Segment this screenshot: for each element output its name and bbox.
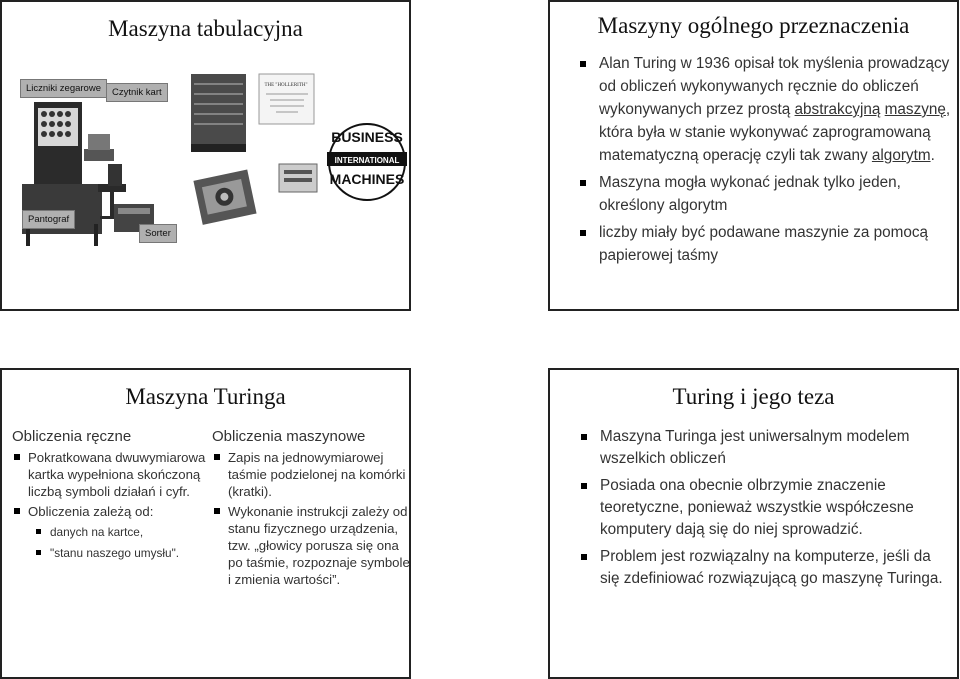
list-item: Obliczenia zależą od: danych na kartce, "stanu naszego umysłu".: [12, 503, 207, 561]
bullet-paper-tape: liczby miały być podawane maszynie za pomocą papierowej taśmy: [577, 221, 952, 267]
bullet-icon: [581, 554, 587, 560]
sub-list-item: danych na kartce,: [28, 524, 207, 540]
bullet-icon: [214, 454, 220, 460]
bullet-single-algorithm: Maszyna mogła wykonać jednak tylko jeden, określony algorytm: [577, 171, 952, 217]
document-heading: THE "HOLLERITH": [264, 83, 308, 88]
svg-text:BUSINESS: BUSINESS: [331, 129, 403, 145]
list-item: Posiada ona obecnie olbrzymie znaczenie teoretyczne, ponieważ wszystkie współczesne komputery dają się do niej sprowadzić.: [578, 475, 953, 541]
bullet-icon: [36, 550, 41, 555]
slide-title: Turing i jego teza: [672, 384, 835, 409]
ibm-logo: [327, 124, 407, 200]
slide-title: Maszyna Turinga: [125, 384, 286, 409]
bullet-icon: [214, 508, 220, 514]
list-item: Zapis na jednowymiarowej taśmie podzielonej na komórki (kratki).: [212, 449, 410, 500]
slide-body: [578, 426, 953, 595]
callout-card-reader: Czytnik kart: [106, 83, 168, 102]
slide-turing-thesis: [548, 368, 959, 679]
column-heading: Obliczenia ręczne: [12, 428, 132, 445]
column-heading: Obliczenia maszynowe: [212, 428, 366, 445]
bullet-icon: [581, 483, 587, 489]
sub-list-item: "stanu naszego umysłu".: [28, 545, 207, 561]
bullet-icon: [36, 529, 41, 534]
slide-tabulating-machine: [0, 0, 411, 311]
manual-computation-column: [12, 428, 207, 566]
link-algorithm[interactable]: algorytm: [871, 147, 931, 164]
callout-sorter: Sorter: [139, 224, 177, 243]
callout-pantograph: Pantograf: [22, 210, 75, 229]
svg-text:MACHINES: MACHINES: [329, 171, 405, 187]
bullet-icon: [580, 230, 586, 236]
list-item: Pokratkowana dwuwymiarowa kartka wypełniona skończoną liczbą symboli działań i cyfr.: [12, 449, 207, 500]
machine-computation-column: [212, 428, 410, 591]
link-abstract[interactable]: abstrakcyjną: [794, 101, 881, 118]
slide-turing-machine: [0, 368, 411, 679]
slide-general-purpose-machines: [548, 0, 959, 311]
callout-clock-counters: Liczniki zegarowe: [20, 79, 107, 98]
bullet-icon: [580, 61, 586, 67]
svg-text:INTERNATIONAL: INTERNATIONAL: [334, 156, 400, 165]
bullet-turing-1936: Alan Turing w 1936 opisał tok myślenia prowadzący od obliczeń wykonywanych ręcznie do obliczeń wykonywanych przez prostą abstrakcyjną maszynę, która była w stanie wykonywać zaprogramowaną matematyczną operację czyli tak zwany algorytm.: [577, 52, 952, 167]
slide-body: [577, 52, 952, 271]
bullet-icon: [14, 508, 20, 514]
list-item: Maszyna Turinga jest uniwersalnym modelem wszelkich obliczeń: [578, 426, 953, 470]
link-machine[interactable]: maszynę: [884, 101, 946, 118]
slide-title: Maszyny ogólnego przeznaczenia: [597, 13, 910, 38]
bullet-icon: [580, 180, 586, 186]
slide-title: Maszyna tabulacyjna: [108, 16, 303, 41]
list-item: Problem jest rozwiązalny na komputerze, jeśli da się zdefiniować rozwiązującą go maszynę Turinga.: [578, 546, 953, 590]
bullet-icon: [14, 454, 20, 460]
list-item: Wykonanie instrukcji zależy od stanu fizycznego urządzenia, tzw. „głowicy porusza się ona po taśmie, rozpoznaje symbole i zmienia wartości”.: [212, 503, 410, 588]
bullet-icon: [581, 434, 587, 440]
